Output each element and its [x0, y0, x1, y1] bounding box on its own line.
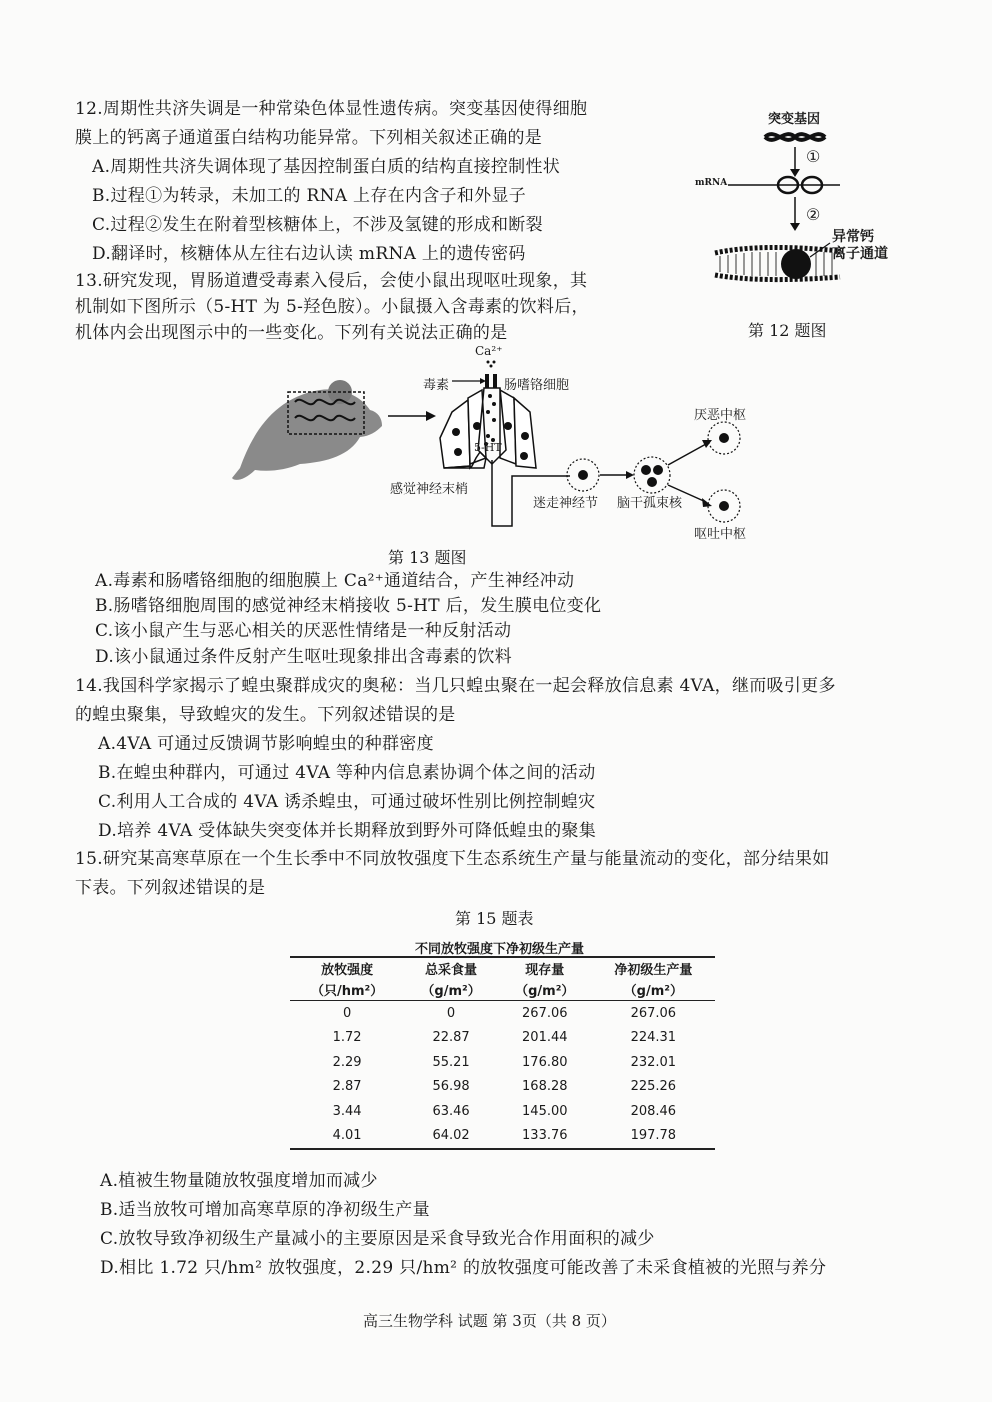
table-header: 总采食量 — [425, 962, 478, 978]
q15-option-a: A.植被生物量随放牧强度增加而减少 — [100, 1171, 378, 1191]
table-unit-row — [290, 978, 715, 1001]
table-cell: 208.46 — [630, 1103, 677, 1119]
table-cell: 225.26 — [630, 1079, 677, 1095]
table-cell: 176.80 — [522, 1054, 568, 1070]
table-unit: （g/m²） — [592, 978, 715, 1001]
table-row — [290, 1026, 715, 1051]
abnormal-channel-label-2: 离子通道 — [832, 246, 888, 262]
toxin-label: 毒素 — [423, 378, 450, 393]
grazing-table — [290, 958, 715, 1150]
brainstem-nucleus-label: 脑干孤束核 — [617, 496, 683, 511]
q13-stem-line2: 机制如下图所示（5-HT 为 5-羟色胺）。小鼠摄入含毒素的饮料后， — [75, 297, 589, 317]
table-cell: 55.21 — [432, 1054, 470, 1070]
table-cell: 0 — [342, 1005, 352, 1021]
table-cell: 197.78 — [592, 1124, 715, 1150]
q14-option-c: C.利用人工合成的 4VA 诱杀蝗虫，可通过破坏性别比例控制蝗灾 — [98, 792, 596, 812]
page-footer: 高三生物学科 试题 第 3页（共 8 页） — [363, 1312, 616, 1330]
table-unit: （g/m²） — [498, 978, 592, 1001]
table-cell: 64.02 — [404, 1124, 498, 1150]
q13-option-a: A.毒素和肠嗜铬细胞的细胞膜上 Ca²⁺通道结合，产生神经冲动 — [95, 571, 575, 591]
q12-option-c: C.过程②发生在附着型核糖体上，不涉及氢键的形成和断裂 — [92, 215, 543, 235]
table-cell: 1.72 — [332, 1030, 362, 1046]
table-row — [290, 1099, 715, 1124]
table-cell: 267.06 — [522, 1005, 568, 1021]
q13-option-b: B.肠嗜铬细胞周围的感觉神经末梢接收 5-HT 后，发生膜电位变化 — [95, 596, 602, 616]
ca-label: Ca²⁺ — [475, 344, 503, 358]
5ht-label: 5-HT — [474, 441, 502, 454]
q14-stem-line1: 14.我国科学家揭示了蝗虫聚群成灾的奥秘：当几只蝗虫聚在一起会释放信息素 4VA，继而吸引更多 — [75, 676, 836, 696]
table-cell: 145.00 — [522, 1103, 568, 1119]
table-caption: 第 15 题表 — [455, 909, 534, 928]
disgust-center-label: 厌恶中枢 — [694, 408, 747, 423]
table-cell: 2.87 — [332, 1079, 362, 1095]
fig12-caption: 第 12 题图 — [748, 321, 827, 340]
table-cell: 2.29 — [332, 1054, 362, 1070]
table-cell: 201.44 — [522, 1030, 568, 1046]
q12-option-a: A.周期性共济失调体现了基因控制蛋白质的结构直接控制性状 — [92, 157, 561, 177]
q12-stem-line2: 膜上的钙离子通道蛋白结构功能异常。下列相关叙述正确的是 — [75, 128, 543, 148]
vagal-ganglion-label: 迷走神经节 — [533, 496, 599, 511]
table-row — [290, 1075, 715, 1100]
table-row — [290, 1050, 715, 1075]
table-cell: 168.28 — [522, 1079, 568, 1095]
table-cell: 22.87 — [432, 1030, 470, 1046]
q14-stem-line2: 的蝗虫聚集，导致蝗灾的发生。下列叙述错误的是 — [75, 705, 456, 725]
q15-stem-line2: 下表。下列叙述错误的是 — [75, 878, 266, 898]
table-cell: 56.98 — [432, 1079, 470, 1095]
gene-expression-diagram — [690, 125, 860, 305]
q13-stem-line1: 13.研究发现，胃肠道遭受毒素入侵后，会使小鼠出现呕吐现象，其 — [75, 271, 588, 291]
table-cell: 4.01 — [290, 1124, 404, 1150]
q13-stem-line3: 机体内会出现图示中的一些变化。下列有关说法正确的是 — [75, 323, 508, 343]
table-row — [290, 1001, 715, 1026]
q13-option-c: C.该小鼠产生与恶心相关的厌恶性情绪是一种反射活动 — [95, 621, 512, 641]
q14-option-a: A.4VA 可通过反馈调节影响蝗虫的种群密度 — [98, 734, 434, 754]
step1-label: ① — [806, 147, 821, 166]
mrna-label: mRNA — [695, 178, 728, 188]
table-cell: 267.06 — [630, 1005, 677, 1021]
q15-stem-line1: 15.研究某高寒草原在一个生长季中不同放牧强度下生态系统生产量与能量流动的变化，部分结果如 — [75, 849, 830, 869]
table-unit: （g/m²） — [404, 978, 498, 1001]
table-cell: 63.46 — [432, 1103, 470, 1119]
q12-option-d: D.翻译时，核糖体从左往右边认读 mRNA 上的遗传密码 — [92, 244, 526, 264]
q15-option-b: B.适当放牧可增加高寒草原的净初级生产量 — [100, 1200, 430, 1220]
q14-option-b: B.在蝗虫种群内，可通过 4VA 等种内信息素协调个体之间的活动 — [98, 763, 596, 783]
table-unit: （只/hm²） — [290, 978, 404, 1001]
abnormal-channel-label-1: 异常钙 — [832, 229, 874, 245]
table-header: 放牧强度 — [321, 962, 374, 978]
vomit-center-label: 呕吐中枢 — [694, 527, 747, 542]
vomit-mechanism-diagram — [230, 340, 790, 545]
q12-stem-line1: 12.周期性共济失调是一种常染色体显性遗传病。突变基因使得细胞 — [75, 99, 588, 119]
table-header: 净初级生产量 — [614, 962, 693, 978]
q14-option-d: D.培养 4VA 受体缺失突变体并长期释放到野外可降低蝗虫的聚集 — [98, 821, 597, 841]
table-cell: 3.44 — [332, 1103, 362, 1119]
table-header-row — [290, 958, 715, 978]
q13-option-d: D.该小鼠通过条件反射产生呕吐现象排出含毒素的饮料 — [95, 647, 512, 667]
step2-label: ② — [806, 205, 821, 224]
table-cell: 232.01 — [630, 1054, 677, 1070]
table-row — [290, 1124, 715, 1150]
table-cell: 224.31 — [630, 1030, 677, 1046]
fig13-caption: 第 13 题图 — [388, 548, 467, 567]
table-cell: 0 — [446, 1005, 456, 1021]
mutant-gene-label: 突变基因 — [768, 112, 821, 127]
table-cell: 133.76 — [498, 1124, 592, 1150]
ec-cell-label: 肠嗜铬细胞 — [504, 378, 570, 393]
q15-option-c: C.放牧导致净初级生产量减小的主要原因是采食导致光合作用面积的减少 — [100, 1229, 655, 1249]
sensory-ending-label: 感觉神经末梢 — [390, 482, 469, 497]
q15-option-d: D.相比 1.72 只/hm² 放牧强度，2.29 只/hm² 的放牧强度可能改善了未采食植被的光照与养分 — [100, 1258, 827, 1278]
table-title: 不同放牧强度下净初级生产量 — [415, 942, 585, 957]
q12-option-b: B.过程①为转录，未加工的 RNA 上存在内含子和外显子 — [92, 186, 527, 206]
table-header: 现存量 — [525, 962, 565, 978]
